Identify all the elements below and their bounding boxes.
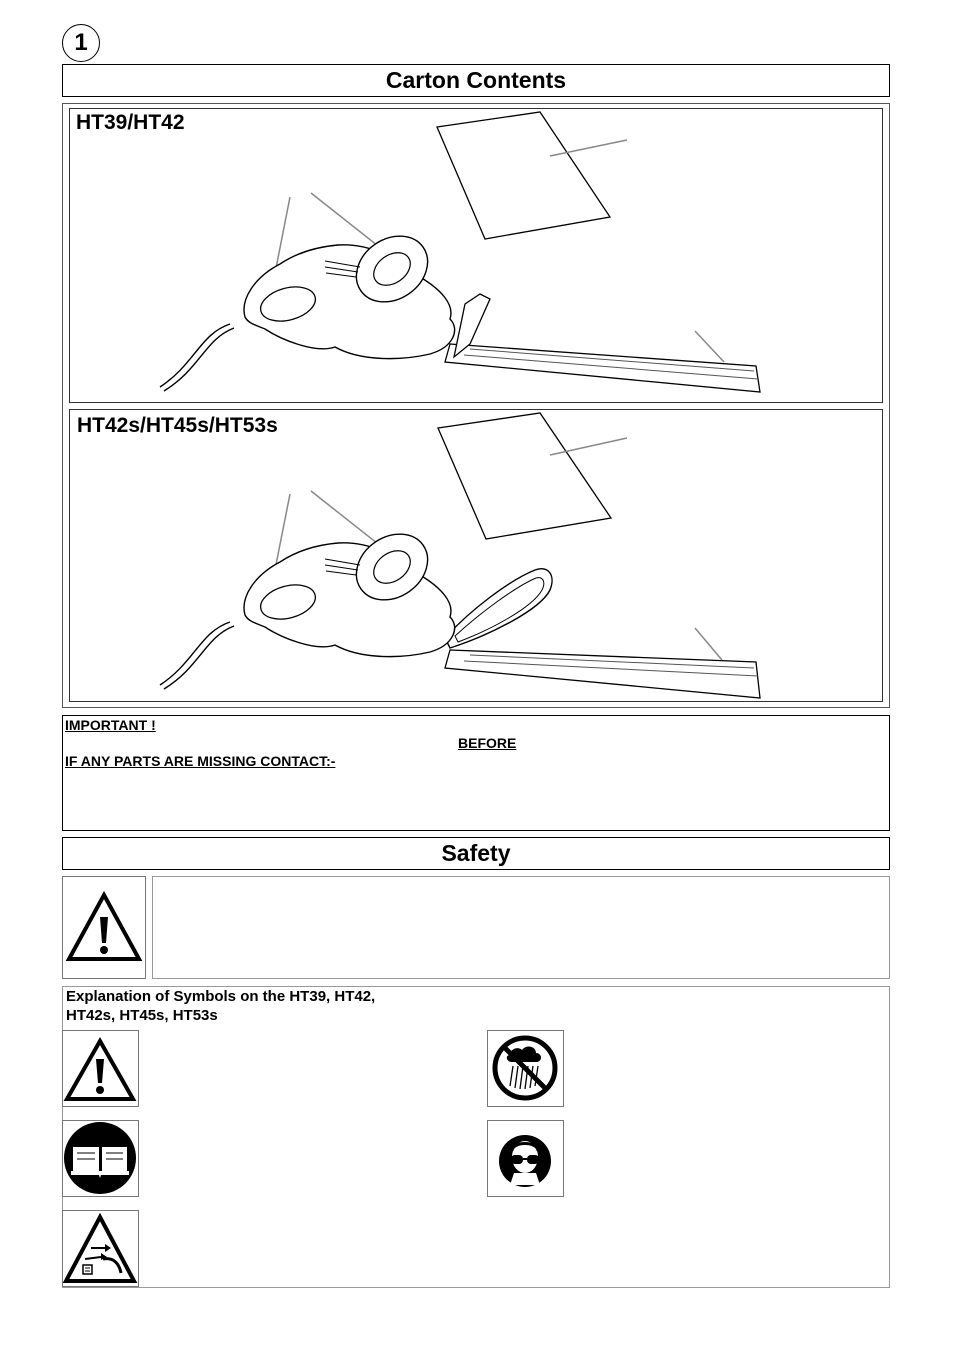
- warning-triangle-icon: [63, 1031, 138, 1106]
- symbols-section: [62, 986, 890, 1288]
- before-label: BEFORE: [458, 735, 517, 751]
- symbol-eye-protection-box: [487, 1120, 564, 1197]
- symbols-title-line2: HT42s, HT45s, HT53s: [66, 1007, 218, 1024]
- important-heading: IMPORTANT !: [65, 717, 156, 733]
- eye-protection-icon: [488, 1121, 563, 1196]
- symbol-no-rain-box: [487, 1030, 564, 1107]
- carton-contents-title: Carton Contents: [62, 64, 890, 97]
- hedgetrimmer-illustration: [70, 109, 882, 402]
- important-notice-box: [62, 715, 890, 831]
- read-manual-icon: [63, 1121, 138, 1196]
- page-number: 1: [62, 24, 100, 62]
- symbol-warning-box: [62, 1030, 139, 1107]
- symbols-title-line1: Explanation of Symbols on the HT39, HT42,: [66, 988, 376, 1005]
- carton-panel-ht39-ht42: [69, 108, 883, 403]
- missing-parts-label: IF ANY PARTS ARE MISSING CONTACT:-: [65, 753, 336, 769]
- symbol-read-manual-box: [62, 1120, 139, 1197]
- safety-text-box: [152, 876, 890, 979]
- safety-warning-icon-box: [62, 876, 146, 979]
- flying-debris-icon: [63, 1211, 138, 1286]
- symbol-flying-debris-box: [62, 1210, 139, 1287]
- carton-panel-ht42s-ht45s-ht53s: [69, 409, 883, 702]
- safety-title: Safety: [62, 837, 890, 870]
- warning-triangle-icon: [63, 877, 145, 978]
- hedgetrimmer-illustration: [70, 410, 882, 701]
- model-label: HT39/HT42: [76, 111, 185, 134]
- model-label: HT42s/HT45s/HT53s: [77, 414, 278, 437]
- no-rain-icon: [488, 1031, 563, 1106]
